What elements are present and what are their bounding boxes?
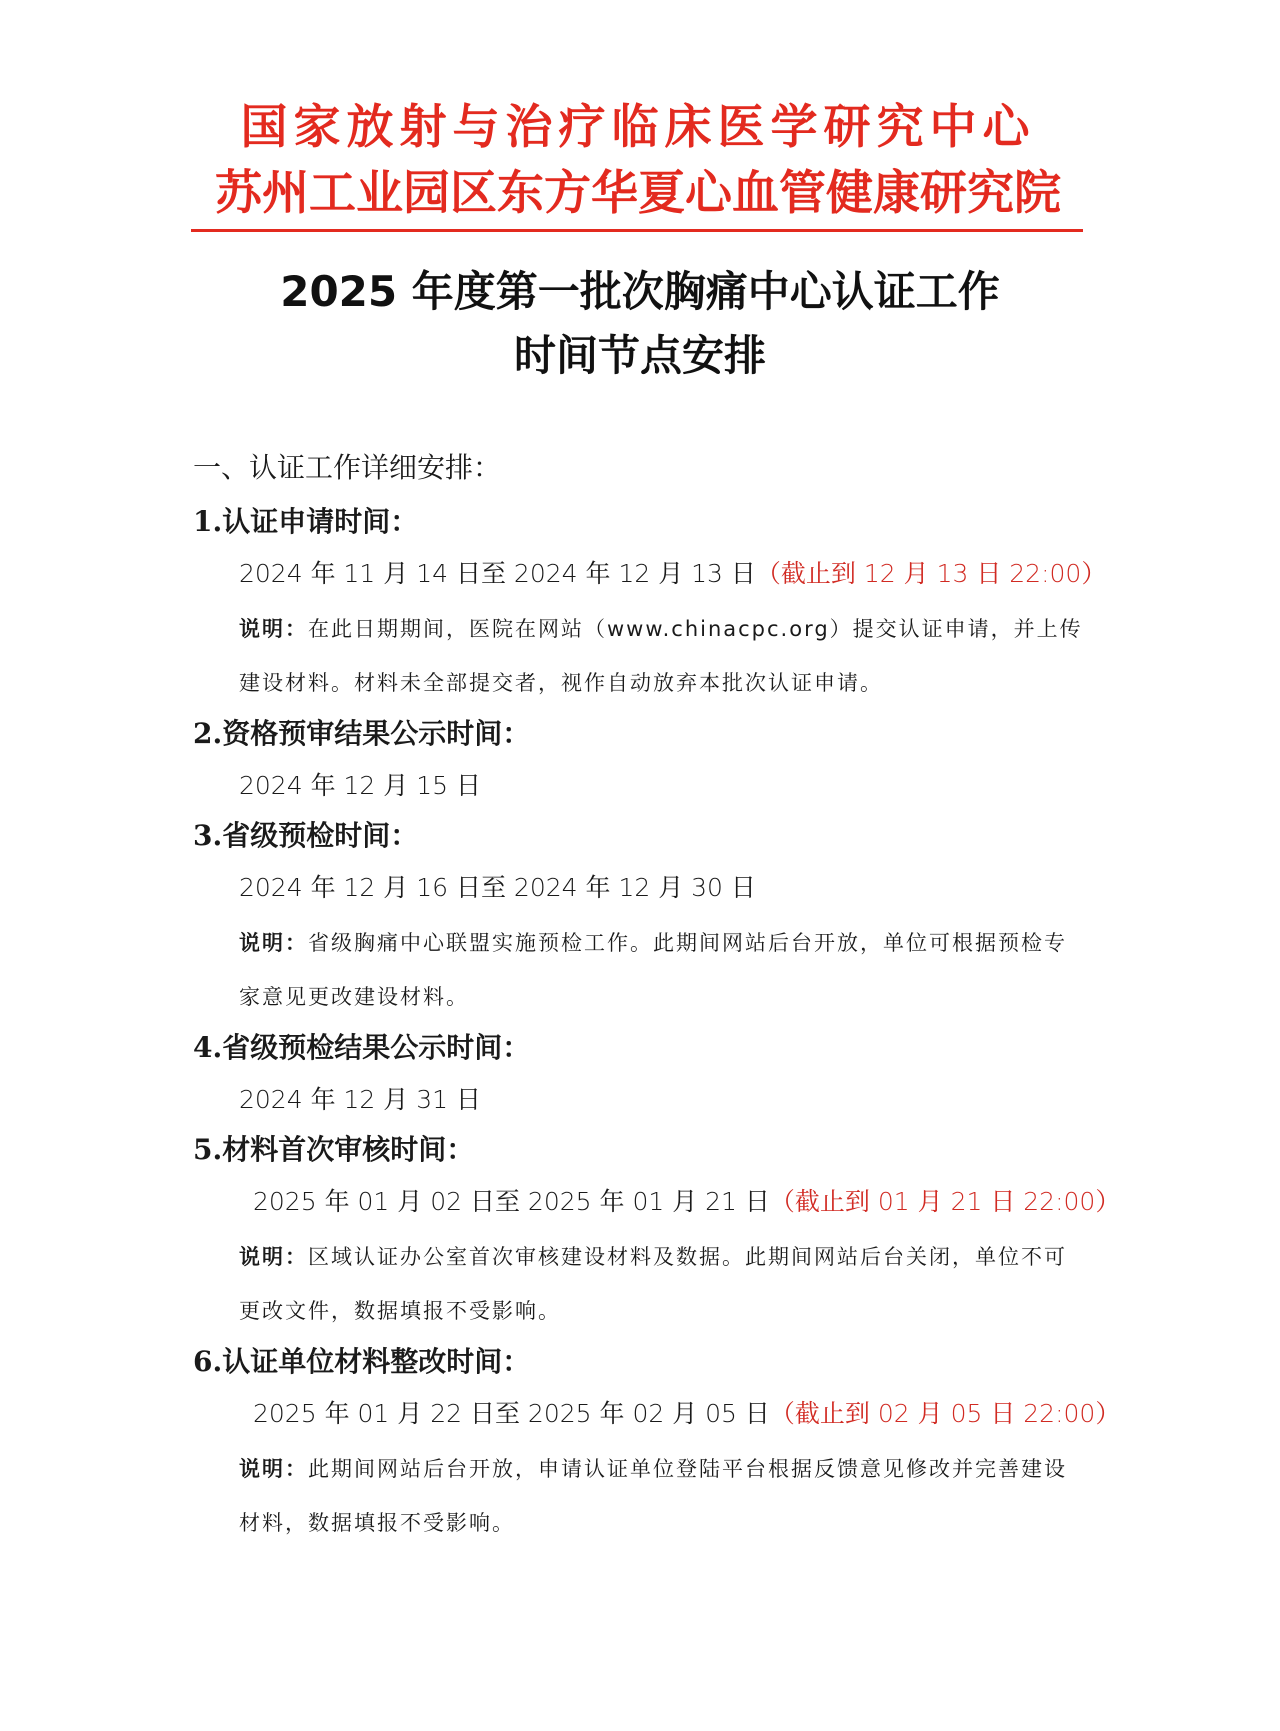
org-name-line-1: 国家放射与治疗临床医学研究中心 [240,100,1036,155]
note-text: 区域认证办公室首次审核建设材料及数据。此期间网站后台关闭，单位不可更改文件，数据填报不受影响。 [239,1245,1067,1323]
document-title [0,260,1280,388]
item-date [193,1184,1121,1220]
title-line-1: 2025 年度第一批次胸痛中心认证工作 [280,267,1000,316]
item-note [193,1230,1089,1338]
note-label: 说明： [239,1245,308,1269]
date-range: 2025 年 01 月 02 日至 2025 年 01 月 21 日 [253,1187,770,1216]
title-line-2: 时间节点安排 [513,331,766,380]
schedule-item-2 [193,716,1093,804]
note-label: 说明： [239,617,308,641]
organization-header [193,95,1083,227]
item-heading: 5.材料首次审核时间： [193,1133,475,1166]
schedule-item-4 [193,1030,1093,1118]
deadline-text: （截止到 12 月 13 日 22:00） [755,559,1107,588]
date-range: 2025 年 01 月 22 日至 2025 年 02 月 05 日 [253,1399,770,1428]
item-heading: 2.资格预审结果公示时间： [193,717,531,750]
org-name-line-2: 苏州工业园区东方华夏心血管健康研究院 [215,166,1061,221]
item-heading: 6.认证单位材料整改时间： [193,1345,531,1378]
note-label: 说明： [239,931,308,955]
section-heading: 一、认证工作详细安排： [193,451,502,484]
item-note [193,916,1089,1024]
date-range: 2024 年 12 月 16 日至 2024 年 12 月 30 日 [239,873,756,902]
item-date [193,768,1093,804]
item-heading: 1.认证申请时间： [193,505,419,538]
note-label: 说明： [239,1457,308,1481]
schedule-item-1 [193,504,1107,710]
date-range: 2024 年 12 月 15 日 [239,771,481,800]
item-date [193,1396,1121,1432]
schedule-item-5 [193,1132,1121,1338]
schedule-content [193,450,1121,1556]
item-heading: 3.省级预检时间： [193,819,419,852]
item-note [193,602,1089,710]
item-date [193,1082,1093,1118]
date-range: 2024 年 12 月 31 日 [239,1085,481,1114]
item-note [193,1442,1089,1550]
deadline-text: （截止到 02 月 05 日 22:00） [769,1399,1121,1428]
schedule-item-3 [193,818,1093,1024]
deadline-text: （截止到 01 月 21 日 22:00） [769,1187,1121,1216]
item-heading: 4.省级预检结果公示时间： [193,1031,531,1064]
note-text: 此期间网站后台开放，申请认证单位登陆平台根据反馈意见修改并完善建设材料，数据填报不受影响。 [239,1457,1067,1535]
header-divider [191,229,1083,232]
item-date [193,870,1093,906]
schedule-item-6 [193,1344,1121,1550]
note-text: 在此日期期间，医院在网站（www.chinacpc.org）提交认证申请，并上传建设材料。材料未全部提交者，视作自动放弃本批次认证申请。 [239,617,1083,695]
item-date [193,556,1107,592]
date-range: 2024 年 11 月 14 日至 2024 年 12 月 13 日 [239,559,756,588]
note-text: 省级胸痛中心联盟实施预检工作。此期间网站后台开放，单位可根据预检专家意见更改建设材料。 [239,931,1067,1009]
